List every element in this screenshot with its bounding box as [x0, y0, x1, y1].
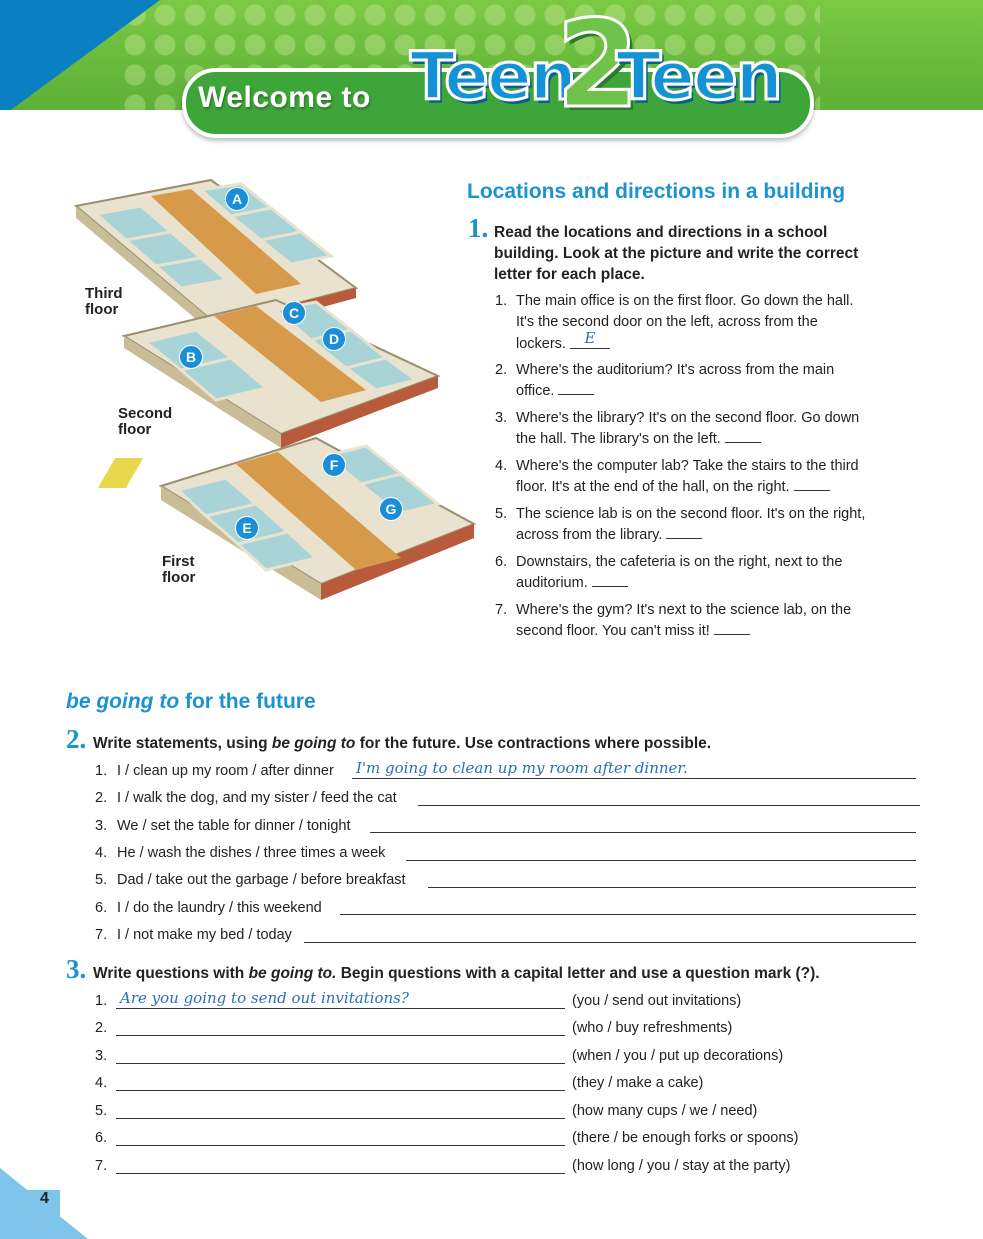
- exercise2-line-1[interactable]: [352, 777, 916, 779]
- second-floor-label: Second floor: [118, 405, 173, 438]
- exercise3-line-6[interactable]: [116, 1144, 565, 1146]
- exercise2-answer-1: I'm going to clean up my room after dinner.: [356, 759, 688, 777]
- exercise3-cue-4: (they / make a cake): [572, 1075, 704, 1091]
- exercise2-line-3[interactable]: [370, 831, 916, 833]
- exercise2-number: 2.: [66, 724, 87, 754]
- logo-digit-2: 2: [556, 0, 640, 135]
- exercise3-number-6: 6.: [95, 1130, 108, 1146]
- exercise1-item-3: 3. Where's the library? It's on the second floor. Go down the hall. The library's on the left.: [495, 410, 860, 447]
- exercise3-line-2[interactable]: [116, 1034, 565, 1036]
- exercise3-cue-2: (who / buy refreshments): [572, 1020, 733, 1036]
- exercise1-instruction: Read the locations and directions in a school building. Look at the picture and write the correct letter for each place.: [494, 224, 859, 283]
- answer-blank-3[interactable]: [725, 430, 761, 443]
- exercise1-item-1: 1. The main office is on the first floor. Go down the hall. It's the second door on the left, across from the lockers. E: [495, 293, 854, 352]
- exercise3-cue-7: (how long / you / stay at the party): [572, 1158, 791, 1174]
- exercise3-line-4[interactable]: [116, 1089, 565, 1091]
- exercise3-number-3: 3.: [95, 1048, 108, 1064]
- page-number: 4: [40, 1190, 49, 1207]
- exercise2-item-7: 7. I / not make my bed / today: [95, 927, 292, 943]
- header-blue-corner: [0, 0, 160, 118]
- exercise3-line-3[interactable]: [116, 1062, 565, 1064]
- first-floor-plan: [98, 438, 474, 600]
- page-corner-fill: [0, 1190, 60, 1239]
- exercise2-line-7[interactable]: [304, 941, 916, 943]
- exercise2-line-4[interactable]: [406, 859, 916, 861]
- exercise3-cue-3: (when / you / put up decorations): [572, 1048, 784, 1064]
- exercise1-item-5: 5. The science lab is on the second floor. It's on the right, across from the library.: [495, 506, 866, 543]
- exercise3-line-7[interactable]: [116, 1172, 565, 1174]
- exercise2-line-6[interactable]: [340, 913, 916, 915]
- room-label-a: A: [225, 187, 249, 211]
- exercise3-answer-1: Are you going to send out invitations?: [120, 989, 409, 1007]
- section2-title: be going to for the future: [66, 690, 316, 713]
- exercise1-number: 1.: [468, 213, 489, 243]
- exercise3-number-1: 1.: [95, 993, 108, 1009]
- exercise2-item-5: 5. Dad / take out the garbage / before breakfast: [95, 872, 406, 888]
- third-floor-label: Third floor: [85, 285, 123, 318]
- answer-blank-1[interactable]: [570, 329, 610, 349]
- exercise2-line-2[interactable]: [418, 804, 920, 806]
- exercise2-item-3: 3. We / set the table for dinner / tonight: [95, 818, 351, 834]
- answer-blank-4[interactable]: [794, 478, 830, 491]
- room-label-f: F: [322, 453, 346, 477]
- room-label-c: C: [282, 301, 306, 325]
- exercise3-cue-1: (you / send out invitations): [572, 993, 742, 1009]
- exercise2-line-5[interactable]: [428, 886, 916, 888]
- exercise3-cue-5: (how many cups / we / need): [572, 1103, 758, 1119]
- exercise3-cue-6: (there / be enough forks or spoons): [572, 1130, 799, 1146]
- room-label-e: E: [235, 516, 259, 540]
- room-label-b: B: [179, 345, 203, 369]
- exercise2-item-2: 2. I / walk the dog, and my sister / feed the cat: [95, 790, 397, 806]
- exercise3-number: 3.: [66, 954, 87, 984]
- answer-blank-2[interactable]: [558, 382, 594, 395]
- answer-blank-6[interactable]: [592, 574, 628, 587]
- room-label-g: G: [379, 497, 403, 521]
- exercise2-item-6: 6. I / do the laundry / this weekend: [95, 900, 322, 916]
- answer-blank-7[interactable]: [714, 622, 750, 635]
- first-floor-label: First floor: [162, 553, 196, 586]
- exercise3-number-5: 5.: [95, 1103, 108, 1119]
- room-label-d: D: [322, 327, 346, 351]
- exercise1-item-4: 4. Where's the computer lab? Take the stairs to the third floor. It's at the end of the hall, on the right.: [495, 458, 859, 495]
- answer-blank-5[interactable]: [666, 526, 702, 539]
- exercise1-item-6: 6. Downstairs, the cafeteria is on the right, next to the auditorium.: [495, 554, 843, 591]
- exercise2-item-1: 1. I / clean up my room / after dinner: [95, 763, 334, 779]
- exercise2-instruction: Write statements, using be going to for the future. Use contractions where possible.: [93, 735, 712, 752]
- logo-word-teen-2: Teen: [616, 38, 781, 115]
- section1-title: Locations and directions in a building: [467, 180, 846, 203]
- answer-text-1: E: [584, 329, 596, 347]
- exercise2-item-4: 4. He / wash the dishes / three times a week: [95, 845, 386, 861]
- exercise3-line-1[interactable]: [116, 1007, 565, 1009]
- exercise1-item-2: 2. Where's the auditorium? It's across from the main office.: [495, 362, 835, 399]
- welcome-text: Welcome to: [198, 81, 371, 114]
- exercise3-instruction: Write questions with be going to. Begin questions with a capital letter and use a question mark (?).: [93, 965, 820, 982]
- exercise3-number-4: 4.: [95, 1075, 108, 1091]
- exercise3-number-7: 7.: [95, 1158, 108, 1174]
- exercise1-item-7: 7. Where's the gym? It's next to the science lab, on the second floor. You can't miss it!: [495, 602, 852, 639]
- exercise3-line-5[interactable]: [116, 1117, 565, 1119]
- logo-word-teen-1: Teen: [410, 38, 575, 115]
- exercise3-number-2: 2.: [95, 1020, 108, 1036]
